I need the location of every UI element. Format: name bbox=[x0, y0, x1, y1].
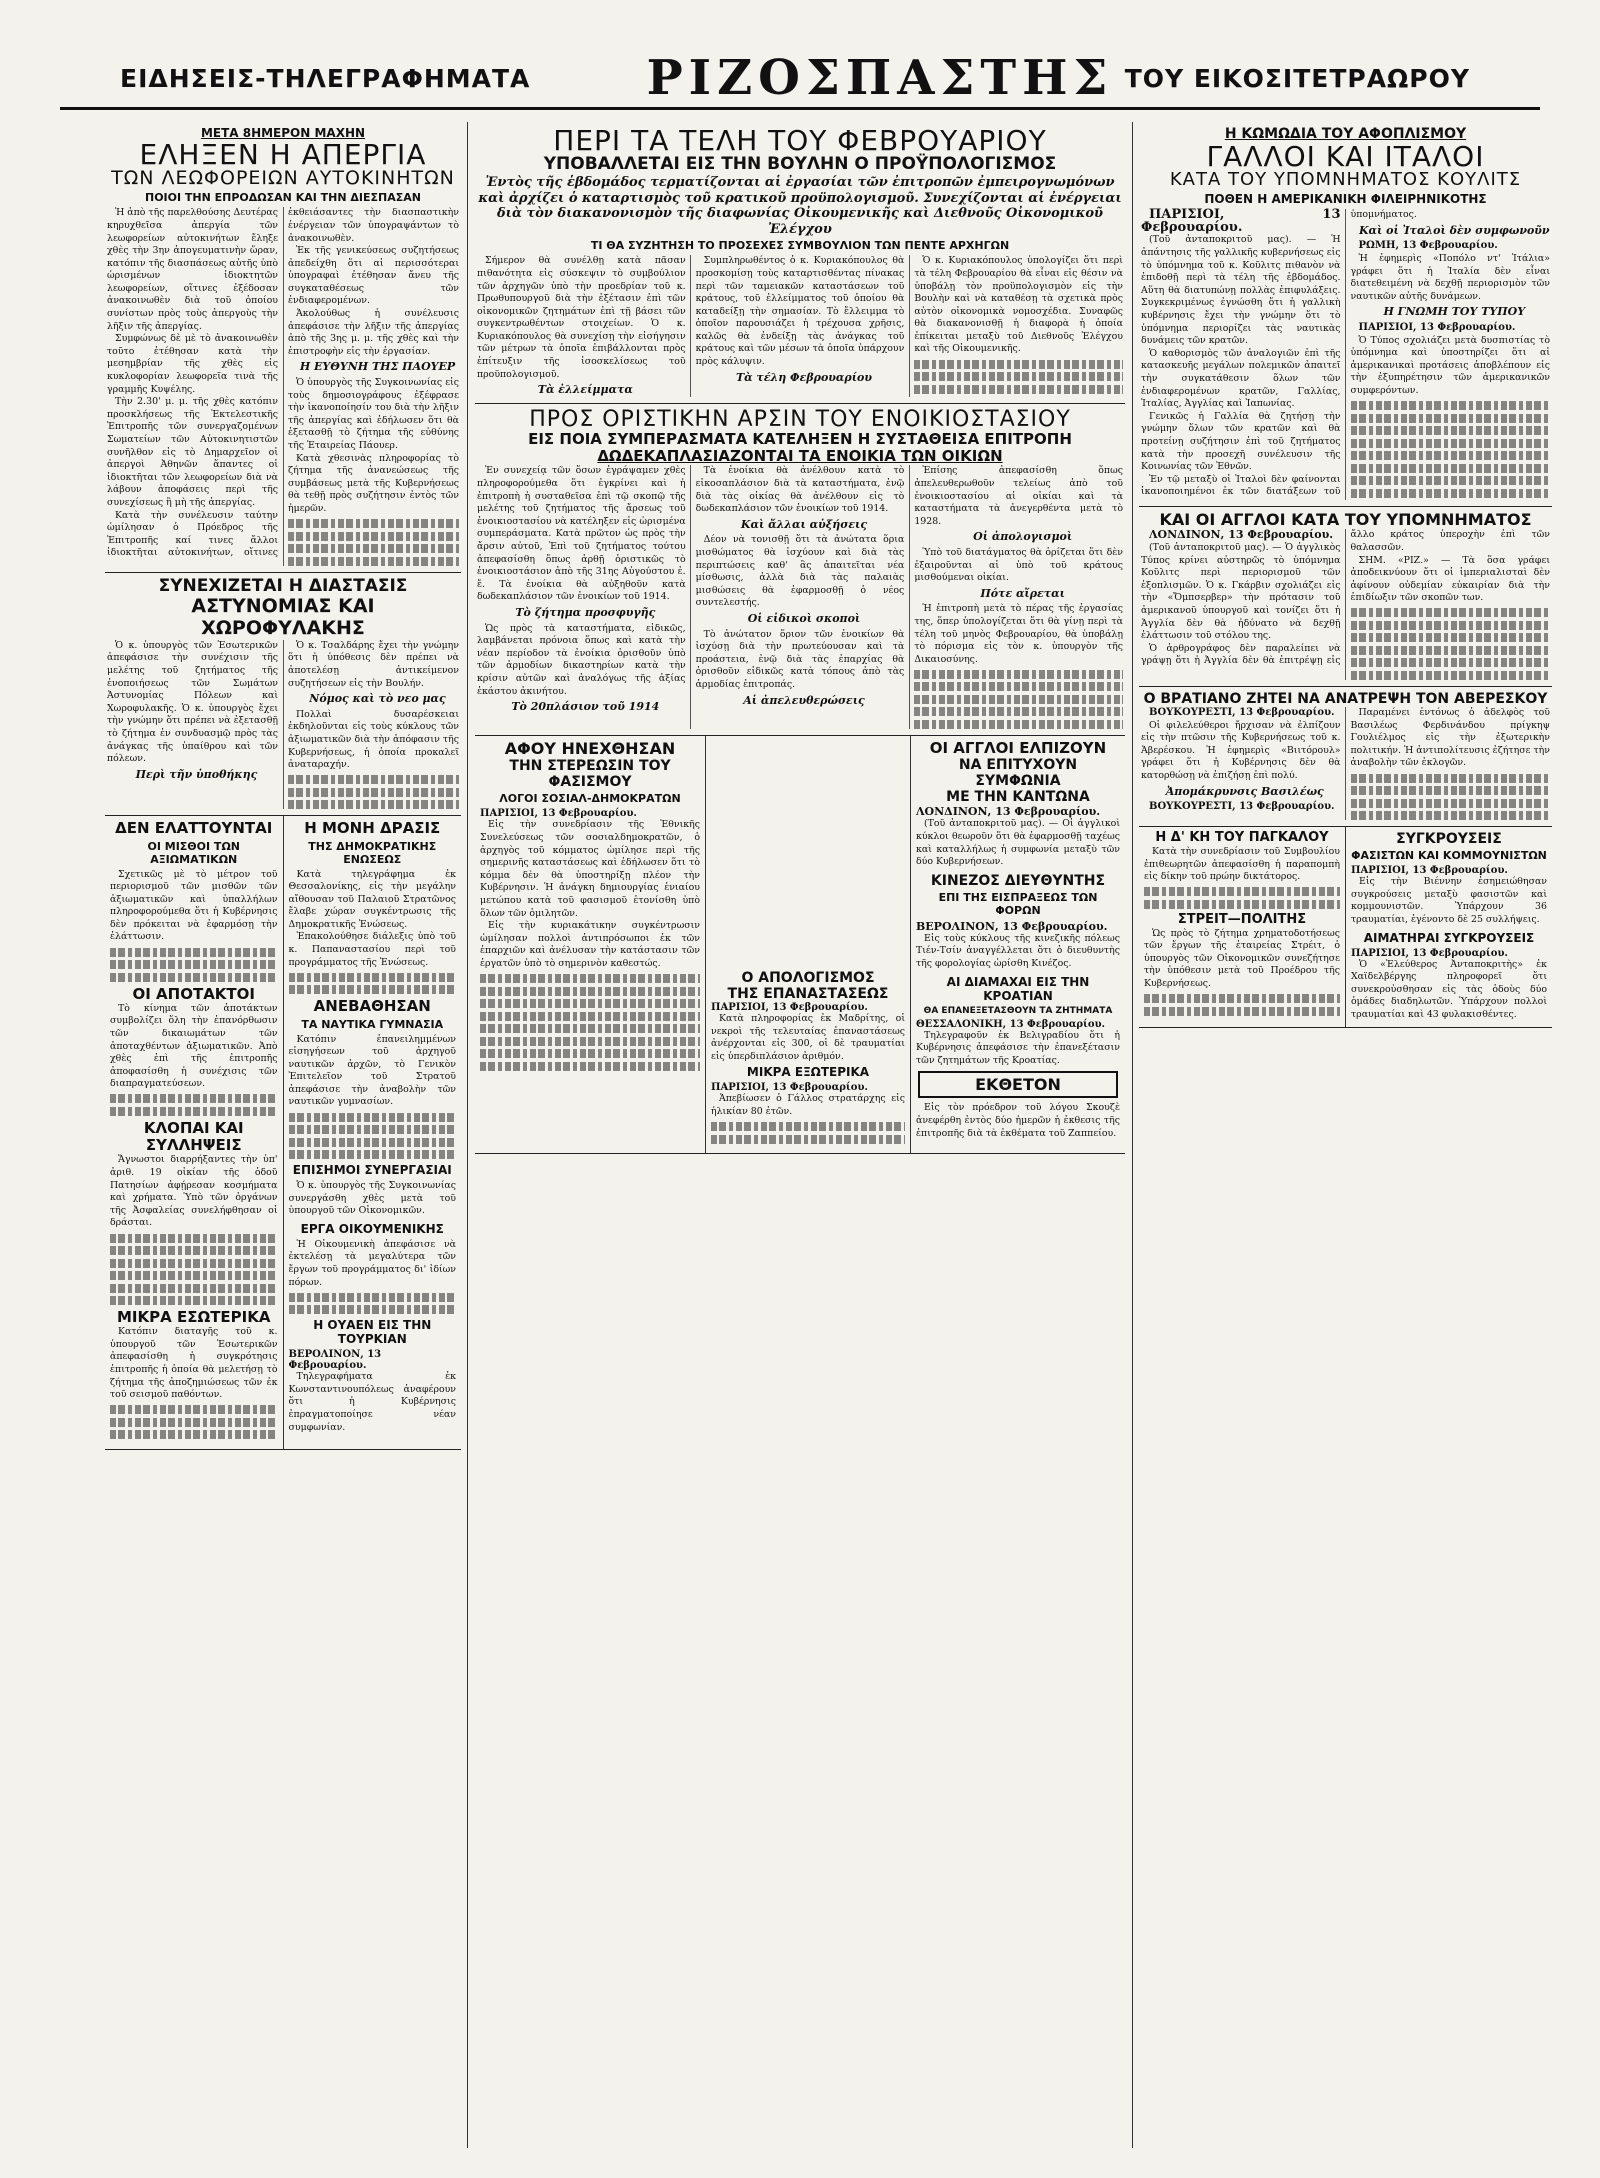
paragraph: Σήμερον θὰ συνέλθῃ κατὰ πᾶσαν πιθανότητα εἰς σύσκεψιν τὸ συμβούλιον τῶν ἀρχηγῶν ὑπὸ τὴν προεδρίαν τοῦ κ. Πρωθυπουργοῦ διὰ τὴν ἐξέτασιν ἐπὶ τῶν οἰκονομικῶν ζητημάτων ἐπὶ τῇ βάσει τῶν συγκεντρωθέντων στοιχείων. Ὁ κ. Κυριακόπουλος θὰ συνεχίσῃ τὴν εἰσήγησιν τῶν μέτρων τὰ ὁποῖα ἐπιβάλλονται πρὸς ἐπίτευξιν τῆς ἰσοσκελίσεως τοῦ προϋπολογισμοῦ. bbox=[477, 255, 686, 380]
article-body bbox=[1141, 529, 1550, 680]
paragraph: (Τοῦ ἀνταποκριτοῦ μας). — Οἱ ἀγγλικοὶ κύκλοι θεωροῦν ὅτι θὰ ἐφαρμοσθῇ ταχέως καὶ καταλλήλως ἡ συμφωνία μεταξὺ τῶν δύο Κυβερνήσεων. bbox=[916, 818, 1120, 868]
paragraph: Ἡ ἐπιτροπὴ μετὰ τὸ πέρας τῆς ἐργασίας της, ὅπερ ὑπολογίζεται ὅτι θὰ γίνῃ περὶ τὰ τέλη τοῦ μηνὸς Φεβρουαρίου, θὰ ὑποβάλῃ τὸ πόρισμα εἰς τὸν κ. ὑπουργὸν τῆς Δικαιοσύνης. bbox=[914, 603, 1123, 665]
paragraph: Ἐπίσης ἀπεφασίσθη ὅπως ἀπελευθερωθοῦν τελείως ἀπὸ τοῦ ἐνοικιοστασίου αἱ οἰκίαι καὶ τὰ καταστήματα τὰ ἀνεγερθέντα μετὰ τὸ 1928. bbox=[914, 465, 1123, 527]
article-headline: Η Δ' ΚΗ ΤΟΥ ΠΑΓΚΑΛΟΥ bbox=[1155, 830, 1329, 846]
paragraph: Κατὰ χθεσινὰς πληροφορίας τὸ ζήτημα τῆς ἀνανεώσεως τῆς συμβάσεως μετὰ τῆς Κυβερνήσεως θὰ τεθῇ πρὸς συζήτησιν ἐντὸς τῶν ἡμερῶν. bbox=[288, 452, 459, 514]
dateline: ΠΑΡΙΣΙΟΙ, 13 Φεβρουαρίου. bbox=[480, 808, 637, 820]
article-kicker: Η ΚΩΜΩΔΙΑ ΤΟΥ ΑΦΟΠΛΙΣΜΟΥ bbox=[1224, 126, 1467, 142]
paragraph: Ὁ κ. Κυριακόπουλος ὑπολογίζει ὅτι περὶ τὰ τέλη Φεβρουαρίου θὰ εἶναι εἰς θέσιν νὰ ὑποβάλῃ τὸν προϋπολογισμὸν εἰς τὴν Βουλὴν καὶ νὰ καταθέσῃ τὰ σχετικὰ πρὸς αὐτὸν οἰκονομικὰ νομοσχέδια. Συναφῶς θὰ διακανονισθῇ ἡ διαφορὰ ἡ ὁποία ἐπίκειται μεταξὺ τοῦ Διεθνοῦς Ἐλέγχου καὶ τῆς Οἰκουμενικῆς. bbox=[914, 255, 1123, 355]
article-subsubheadline: ΤΙ ΘΑ ΣΥΖΗΤΗΣΗ ΤΟ ΠΡΟΣΕΧΕΣ ΣΥΜΒΟΥΛΙΟΝ ΤΩΝ ΠΕΝΤΕ ΑΡΧΗΓΩΝ bbox=[590, 239, 1010, 253]
article-body bbox=[289, 1180, 457, 1218]
article-row-right-bottom bbox=[1139, 827, 1552, 1028]
paragraph: Κατόπιν ἐπανειλημμένων εἰσηγήσεων τοῦ ἀρχηγοῦ ναυτικῶν ἀρχῶν, τὸ Γενικὸν Ἐπιτελεῖον τοῦ Στρατοῦ ἀπεφάσισε τὴν ἀναβολὴν τῶν ναυτικῶν γυμνασίων. bbox=[288, 1033, 456, 1108]
ektheton-box bbox=[918, 1071, 1118, 1098]
article-kicker: ΜΕΤΑ 8ΗΜΕΡΟΝ ΜΑΧΗΝ bbox=[200, 126, 366, 140]
article-subheadline: ΠΟΙΟΙ ΤΗΝ ΕΠΡΟΔΩΣΑΝ ΚΑΙ ΤΗΝ ΔΙΕΣΠΑΣΑΝ bbox=[144, 191, 422, 205]
dateline: ΘΕΣΣΑΛΟΝΙΚΗ, 13 Φεβρουαρίου. bbox=[916, 1018, 1105, 1030]
paragraph: ΣΗΜ. «ΡΙΖ.» — Τὰ ὅσα γράφει ἀποδεικνύουν ὅτι οἱ ἱμπεριαλισταὶ δὲν ἀφίνουν οὐδεμίαν εὐκαιρίαν διὰ τὴν ἐπιδίωξιν τῶν σκοπῶν των. bbox=[1350, 554, 1550, 604]
article-subheadline: ΛΟΓΟΙ ΣΟΣΙΑΛ-ΔΗΜΟΚΡΑΤΩΝ bbox=[499, 792, 681, 806]
article-subheadline: ΦΑΣΙΣΤΩΝ ΚΑΙ ΚΟΜΜΟΥΝΙΣΤΩΝ bbox=[1351, 849, 1547, 863]
paragraph: Ὁ κ. ὑπουργὸς τῆς Συγκοινωνίας συνεργάσθη χθὲς μετὰ τοῦ ὑπουργοῦ τῶν Οἰκονομικῶν. bbox=[288, 1180, 456, 1217]
article-rent-control bbox=[475, 404, 1125, 736]
article-body bbox=[711, 1093, 905, 1143]
paragraph: Κατὰ τὴν συνεδρίασιν τοῦ Συμβουλίου ἐπιθεωρητῶν ἀπεφασίσθη ἡ παραπομπὴ εἰς δίκην τοῦ πρώην δικτάτορος. bbox=[1144, 845, 1340, 883]
article-body bbox=[1141, 707, 1550, 820]
section-heading: Οἱ ἀπολογισμοὶ bbox=[973, 530, 1073, 544]
paragraph: Συμπληρωθέντος ὁ κ. Κυριακόπουλος θὰ προσκομίσῃ τοὺς καταρτισθέντας πίνακας περὶ τῶν ταμειακῶν καταστάσεων τοῦ κράτους, τοῦ ἐλλείμματος τοῦ ὁποίου θὰ καταδείξῃ τὴν σημασίαν. Τὸ ἔλλειμμα τὸ ὁποῖον παρουσιάζει ἡ τρέχουσα χρῆσις, καλῶς θὰ ἐνδείξῃ τὰς ἀνάγκας τοῦ κράτους καὶ τῶν μέσων τὰ ὁποῖα ὑπάρχουν πρὸς κάλυψιν. bbox=[695, 255, 905, 368]
paragraph: Ἡ ἀπὸ τῆς παρελθούσης Δευτέρας κηρυχθεῖσα ἀπεργία τῶν λεωφορείων αὐτοκινήτων ἔληξε χθὲς τὴν 3ην ἀπογευματινὴν ὥραν, κατόπιν τῆς διασπάσεως αὐτῆς ὑπὸ ὡρισμένων ἰδιοκτητῶν λεωφορείων, οἵτινες ἐξέδοσαν ἀνακοινωθὲν διὰ τοῦ ὁποίου συνίστων πρὸς τοὺς ἀπεργοὺς τὴν λῆξιν τῆς ἀπεργίας. bbox=[107, 207, 278, 332]
article-body bbox=[110, 1154, 278, 1305]
paragraph: Εἰς τὸν πρόεδρον τοῦ λόγου Σκουζὲ ἀνεφέρθη ἐντὸς δύο ἡμερῶν ἡ ἐκθεσις τῆς ἐπιτροπῆς διὰ τὰ ἐκθέματα τοῦ Ζαππείου. bbox=[916, 1102, 1120, 1139]
paragraph: Σχετικῶς μὲ τὸ μέτρον τοῦ περιορισμοῦ τῶν μισθῶν τῶν ἀξιωματικῶν καὶ ὑπαλλήλων πληροφορούμεθα ὅτι ἡ Κυβέρνησις δὲν πρόκειται νὰ ἐφαρμόσῃ τὴν ἐλάττωσιν. bbox=[110, 868, 278, 943]
section-heading: Η ΕΥΘΥΝΗ ΤΗΣ ΠΑΟΥΕΡ bbox=[299, 360, 456, 374]
article-budget bbox=[475, 122, 1125, 404]
article-pangalos bbox=[1139, 827, 1345, 1027]
article-headline: ΑΦΟΥ ΗΝΕΧΘΗΣΑΝ bbox=[504, 738, 676, 758]
paragraph: Τηλεγραφοῦν ἐκ Βελιγραδίου ὅτι ἡ Κυβέρνησις ἀπεφάσισε τὴν ἐπανεξέτασιν τῶν ζητημάτων τῆς Κροατίας. bbox=[916, 1029, 1120, 1066]
article-headline: ΚΙΝΕΖΟΣ ΔΙΕΥΘΥΝΤΗΣ bbox=[930, 872, 1106, 889]
dateline: ΠΑΡΙΣΙΟΙ, 13 Φεβρουαρίου. bbox=[1351, 947, 1508, 959]
article-headline: ΕΡΓΑ ΟΙΚΟΥΜΕΝΙΚΗΣ bbox=[300, 1221, 444, 1236]
article-clashes bbox=[1345, 827, 1552, 1027]
article-body bbox=[289, 1371, 457, 1434]
article-headline: ΔΕΝ ΕΛΑΤΤΟΥΝΤΑΙ bbox=[115, 819, 273, 838]
paragraph: Κατὰ πληροφορίας ἐκ Μαδρίτης, οἱ νεκροὶ τῆς τελευταίας ἐπαναστάσεως ἀνέρχονται εἰς 300, οἱ δὲ τραυματίαι εἰς ὑπερδιπλάσιον ἀριθμόν. bbox=[711, 1013, 905, 1062]
dateline: ΠΑΡΙΣΙΟΙ, 13 Φεβρουαρίου. bbox=[1141, 207, 1341, 235]
article-row-bottom bbox=[475, 736, 1125, 1154]
paragraph: Ἀκολούθως ἡ συνέλευσις ἀπεφάσισε τὴν λῆξιν τῆς ἀπεργίας ἀπὸ τῆς 3ης μ. μ. τῆς χθὲς καὶ τὴν ἐπιστροφὴν εἰς τὴν ἐργασίαν. bbox=[288, 308, 459, 357]
article-headline-2: ΚΑΤΑ ΤΟΥ ΥΠΟΜΝΗΜΑΤΟΣ ΚΟΥΛΙΤΣ bbox=[1169, 169, 1522, 191]
article-police bbox=[105, 573, 461, 817]
section-heading: Πότε αἴρεται bbox=[980, 586, 1065, 600]
dateline: ΡΩΜΗ, 13 Φεβρουαρίου. bbox=[1358, 240, 1498, 252]
section-heading: Νόμος καὶ τὸ νεο μας bbox=[309, 692, 446, 706]
article-headline: ΑΙ ΔΙΑΜΑΧΑΙ ΕΙΣ ΤΗΝ ΚΡΟΑΤΙΑΝ bbox=[946, 974, 1090, 1003]
article-headline: Η ΜΟΝΗ ΔΡΑΣΙΣ bbox=[304, 819, 441, 838]
article-headline: ΑΝΕΒΑΘΗΣΑΝ bbox=[313, 997, 431, 1016]
paragraph: Εἰς τὴν Βιέννην ἐσημειώθησαν συγκρούσεις μεταξὺ φασιστῶν καὶ κομμουνιστῶν. Ὑπάρχουν 36 τραυματίαι, ἐγένοντο δὲ 25 συλλήψεις. bbox=[1351, 876, 1547, 925]
paragraph: Ἐπακολούθησε διάλεξις ὑπὸ τοῦ κ. Παπαναστασίου περὶ τοῦ προγράμματος τῆς Ἑνώσεως. bbox=[288, 931, 456, 968]
article-headline: ΚΑΙ ΟΙ ΑΓΓΛΟΙ ΚΑΤΑ ΤΟΥ ΥΠΟΜΝΗΜΑΤΟΣ bbox=[1159, 510, 1532, 530]
paragraph: Ἐκ τῆς γενικεύσεως συζητήσεως ἀπεδείχθη ὅτι αἱ περισσότεραι ὑπογραφαὶ ἐτέθησαν ἄνευ τῆς συγκαταθέσεως τῶν ἐνδιαφερομένων. bbox=[288, 245, 459, 307]
article-headline: Η ΟΥΑΕΝ ΕΙΣ ΤΗΝ ΤΟΥΡΚΙΑΝ bbox=[313, 1318, 432, 1347]
article-body bbox=[916, 1102, 1120, 1140]
article-disarmament bbox=[1139, 122, 1552, 507]
article-bratianu bbox=[1139, 687, 1552, 827]
article-fascism bbox=[475, 736, 705, 1153]
paragraph: Ἄγνωστοι διαρρήξαντες τὴν ὑπ' ἀριθ. 19 οἰκίαν τῆς ὁδοῦ Πατησίων ἀφῄρεσαν κοσμήματα καὶ χρήματα. Ὑπὸ τῶν ὀργάνων τῆς Ἀσφαλείας συνελήφθησαν οἱ δράσται. bbox=[110, 1154, 278, 1229]
paragraph: Ὁ «Ἐλεύθερος Ἀνταποκριτὴς» ἐκ Χαϊδελβέργης πληροφορεῖ ὅτι συνεκροὐσθησαν εἰς τὰς ὁδοὺς δύο ὁμάδες διαδηλωτῶν. Ὑπάρχουν πολλοὶ τραυματίαι καὶ 43 φυλακισθέντες. bbox=[1351, 958, 1547, 1020]
section-heading: Περὶ τῆν ὑποθήκης bbox=[135, 767, 258, 781]
dateline: ΛΟΝΔΙΝΟΝ, 13 Φεβρουαρίου. bbox=[916, 805, 1101, 819]
article-subheadline-2: ΔΩΔΕΚΑΠΛΑΣΙΑΖΟΝΤΑΙ ΤΑ ΕΝΟΙΚΙΑ ΤΩΝ ΟΙΚΙΩΝ bbox=[597, 447, 1003, 466]
masthead bbox=[60, 50, 1540, 110]
right-column bbox=[1132, 122, 1552, 2148]
article-body bbox=[916, 1030, 1120, 1068]
article-body bbox=[107, 207, 459, 565]
paragraph: Οἱ φιλελεύθεροι ἤρχισαν νὰ ἐλπίζουν εἰς τὴν πτῶσιν τῆς Κυβερνήσεως τοῦ κ. Ἀβερέσκου. Ἡ ἐφημερὶς «Βιιτόρουλ» γράφει ὅτι ἡ Κυβέρνησις δὲν θὰ κατορθώσῃ νὰ ἐπιζήσῃ ἐπὶ πολύ. bbox=[1141, 719, 1341, 782]
article-headline-2: ΤΗΝ ΣΤΕΡΕΩΣΙΝ ΤΟΥ ΦΑΣΙΣΜΟΥ bbox=[509, 758, 671, 791]
section-label-24h: ΤΟΥ ΕΙΚΟΣΙΤΕΤΡΑΩΡΟΥ bbox=[1124, 64, 1470, 93]
article-body bbox=[107, 640, 459, 809]
article-body bbox=[289, 869, 457, 995]
article-headline-2: ΤΗΣ ΕΠΑΝΑΣΤΑΣΕΩΣ bbox=[727, 985, 889, 1002]
section-heading: Οἱ εἰδικοὶ σκοποὶ bbox=[747, 611, 861, 625]
article-subheadline: ΕΙΣ ΠΟΙΑ ΣΥΜΠΕΡΑΣΜΑΤΑ ΚΑΤΕΛΗΞΕΝ Η ΣΥΣΤΑΘΕΙΣΑ ΕΠΙΤΡΟΠΗ bbox=[528, 429, 1072, 448]
paragraph: Τὴν 2.30' μ. μ. τῆς χθὲς κατόπιν προσκλήσεως τῆς Ἐκτελεστικῆς Ἐπιτροπῆς τῶν συνεργαζομένων Σωματείων τῶν Αὐτοκινητιστῶν συνῆλθον εἰς τὸ Δημαρχεῖον οἱ ἀπεργοὶ Ἀθηνῶν ἅπαντες οἱ ἰδιοκτῆται τῶν λεωφορείων διὰ νὰ λάβουν ἀποφάσεις περὶ τῆς συνεχίσεως ἢ μὴ τῆς ἀπεργίας. bbox=[107, 396, 278, 508]
article-english bbox=[910, 736, 1125, 1153]
paragraph: (Τοῦ ἀνταποκριτοῦ μας). — Ἡ ἀπάντησις τῆς γαλλικῆς κυβερνήσεως εἰς τὸ ὑπόμνημα τοῦ κ. Κοῦλιτς πιθανὸν νὰ ἐπιδοθῇ περὶ τὰ τέλη τῆς ἑβδομάδος. Αὕτη θὰ διατυπώνῃ πολλὰς ἐπιφυλάξεις. Συγκεκριμένως ἐγνώσθη ὅτι ἡ γαλλικὴ κυβέρνησις ἔχει τὴν γνώμην ὅτι τὸ ὑπόμνημα περιορίζει τὰς ναυτικὰς δυνάμεις τῶν κρατῶν. bbox=[1141, 234, 1341, 347]
paragraph: Ὁ Τύπος σχολιάζει μετὰ δυσπιστίας τὸ ὑπόμνημα καὶ ὑποστηρίζει ὅτι αἱ ἀμερικανικαὶ προτάσεις ἀποβλέπουν εἰς τὴν ἐξυπηρέτησιν τῶν ἀμερικανικῶν συμφερόντων. bbox=[1350, 334, 1550, 396]
section-heading: Τὸ ζήτημα προσφυγῆς bbox=[515, 605, 656, 619]
article-headline: ΣΥΓΚΡΟΥΣΕΙΣ bbox=[1396, 831, 1502, 848]
article-body bbox=[110, 869, 278, 982]
dateline: ΠΑΡΙΣΙΟΙ, 13 Φεβρουαρίου. bbox=[1351, 865, 1508, 877]
paragraph: Ὡς πρὸς τὰ καταστήματα, εἰδικῶς, λαμβάνεται πρόνοια ὅπως καὶ κατὰ τὴν νέαν περίοδον τὰ ἐνοίκια ὁρισθοῦν ὑπὸ τῶν ἀρμοδίων δικαστηρίων κατὰ τὴν κρίσιν αὐτῶν καὶ ἀναλόγως τῆς ἀξίας ἐκάστου ἀκινήτου. bbox=[477, 622, 686, 697]
section-heading: Η ΓΝΩΜΗ ΤΟΥ ΤΥΠΟΥ bbox=[1383, 305, 1526, 319]
paragraph: Ὑπὸ τοῦ διατάγματος θὰ ὁρίζεται ὅτι δὲν ἐξαιροῦνται αἱ ὑπὸ τοῦ κράτους μισθούμεναι οἰκίαι. bbox=[914, 547, 1123, 584]
dateline: ΒΟΥΚΟΥΡΕΣΤΙ, 13 Φεβρουαρίου. bbox=[1149, 707, 1335, 719]
section-heading: Καὶ οἱ Ἰταλοὶ δὲν συμφωνοῦν bbox=[1358, 223, 1550, 237]
article-subheadline: ΕΠΙ ΤΗΣ ΕΙΣΠΡΑΞΕΩΣ ΤΩΝ ΦΟΡΩΝ bbox=[938, 890, 1098, 917]
paragraph: Τὸ ἀνώτατον ὅριον τῶν ἐνοικίων θὰ ἰσχύσῃ διὰ τὴν πρωτεύουσαν καὶ τὰ προάστεια, ἐνῷ διὰ τὰς ἐπαρχίας θὰ ὁρισθοῦν εἰδικῶς κατὰ τόπους ἀπὸ τὰς ἁρμοδίας ἐπιτροπάς. bbox=[695, 628, 905, 690]
paragraph: Εἰς τὴν κυριακάτικην συγκέντρωσιν ὡμίλησαν πολλοὶ ἀντιπρόσωποι ἐκ τῶν ἐπαρχιῶν καὶ ἀνέλυσαν τὴν κατάστασιν τῶν ἐργατῶν ὑπὸ τὸ σημερινὸν καθεστώς. bbox=[480, 920, 700, 969]
paragraph: Ὡς πρὸς τὸ ζήτημα χρηματοδοτήσεως τῶν ἔργων τῆς ἐταιρείας Στρέιτ, ὁ ὑπουργὸς τῶν Οἰκονομικῶν συνεζήτησε τὴν ὑπόθεσιν μετὰ τοῦ Προέδρου τῆς Κυβερνήσεως. bbox=[1144, 927, 1340, 990]
article-subheadline: ΘΑ ΕΠΑΝΕΞΕΤΑΣΘΟΥΝ ΤΑ ΖΗΤΗΜΑΤΑ bbox=[923, 1005, 1113, 1016]
section-heading: Αἱ ἀπελευθερώσεις bbox=[743, 693, 865, 707]
article-headline: ΑΙΜΑΤΗΡΑΙ ΣΥΓΚΡΟΥΣΕΙΣ bbox=[1363, 930, 1535, 945]
dateline: ΒΟΥΚΟΥΡΕΣΤΙ, 13 Φεβρουαρίου. bbox=[1149, 801, 1335, 813]
paragraph: Εἰς τοὺς κύκλους τῆς κινεζικῆς πόλεως Τιέν-Τσίν ἀναγγέλλεται ὅτι ὁ διευθυντὴς τῆς φορολογίας ὡρίσθη Κινέζος. bbox=[916, 932, 1120, 970]
article-headline-2: ΑΣΤΥΝΟΜΙΑΣ ΚΑΙ ΧΩΡΟΦΥΛΑΚΗΣ bbox=[191, 595, 375, 639]
article-body bbox=[916, 818, 1120, 868]
article-body bbox=[1351, 876, 1547, 926]
section-heading: Ἀπομάκρυνσις Βασιλέως bbox=[1165, 784, 1324, 798]
article-subheadline: ΤΑ ΝΑΥΤΙΚΑ ΓΥΜΝΑΣΙΑ bbox=[301, 1017, 444, 1031]
paragraph: Ἡ Οἰκουμενικὴ ἀπεφάσισε νὰ ἐκτελέσῃ τὰ μεγαλύτερα τῶν ἔργων τοῦ προγράμματος δι' ἰδίων πόρων. bbox=[288, 1238, 456, 1288]
paragraph: Ἐν τῷ μεταξὺ οἱ Ἰταλοὶ δὲν φαίνονται ἱκανοποιημένοι ἐκ τῶν διατάξεων τοῦ ὑπομνήματος. bbox=[1141, 209, 1417, 498]
article-body bbox=[110, 1003, 278, 1116]
paragraph: Ὁ κ. Τσαλδάρης ἔχει τὴν γνώμην ὅτι ἡ ὑπόθεσις δὲν πρέπει νὰ ἀποτελέσῃ ἀντικείμενον συζητήσεων εἰς τὴν Βουλήν. bbox=[288, 639, 459, 689]
paragraph: Κατὰ τὴν συνέλευσιν ταύτην ὡμίλησαν ὁ Πρόεδρος τῆς Ἐπιτροπῆς καί τινες ἄλλοι ἰδιοκτῆται αὐτοκινήτων, οἵτινες ἐκθειάσαντες τὴν διασπαστικὴν ἐνέργειαν τῶν ὑπογραψάντων τὸ ἀνακοινωθὲν. bbox=[107, 207, 459, 559]
paragraph: Ἀπεβίωσεν ὁ Γάλλος στρατάρχης εἰς ἡλικίαν 80 ἐτῶν. bbox=[711, 1093, 905, 1117]
article-body bbox=[289, 1034, 457, 1160]
article-headline: ΕΠΙΣΗΜΟΙ ΣΥΝΕΡΓΑΣΙΑΙ bbox=[292, 1163, 452, 1178]
paragraph: (Τοῦ ἀνταποκριτοῦ μας). — Ὁ ἀγγλικὸς Τύπος κρίνει αὐστηρῶς τὸ ὑπόμνημα Κοῦλιτς περὶ περιορισμοῦ τῶν ἐξοπλισμῶν. Ὁ κ. Γκάρβιν σχολιάζει εἰς τὴν «Ὄμπσερβερ» τὴν πρότασιν τοῦ ἀμερικανοῦ ὑπουργοῦ καὶ τονίζει ὅτι ἡ Ἀγγλία δὲν θὰ ἠδύνατο νὰ δεχθῇ ἐλάττωσιν τοῦ στόλου της. bbox=[1141, 542, 1341, 642]
article-body bbox=[480, 819, 700, 1070]
paragraph: Γενικῶς ἡ Γαλλία θὰ ζητήσῃ τὴν γνώμην ὅλων τῶν κρατῶν καὶ θὰ προτείνῃ συζήτησιν ἐπὶ τοῦ ζητήματος κατὰ τὴν προσεχῆ συνέλευσιν τῆς Κοινωνίας τῶν Ἐθνῶν. bbox=[1141, 410, 1341, 473]
article-salaries bbox=[105, 816, 283, 1449]
section-heading: Καὶ ἄλλαι αὐξήσεις bbox=[740, 517, 868, 531]
paragraph: Ὁ ἀρθρογράφος δὲν παραλείπει νὰ γράψῃ ὅτι ἡ Ἀγγλία δὲν θὰ ἐπιτρέψῃ εἰς ἄλλο κράτος ὑπεροχὴν ἐπὶ τῶν θαλασσῶν. bbox=[1141, 529, 1550, 667]
dateline: ΠΑΡΙΣΙΟΙ, 13 Φεβρουαρίου. bbox=[711, 1082, 868, 1094]
dateline: ΠΑΡΙΣΙΟΙ, 13 Φεβρουαρίου. bbox=[1358, 322, 1516, 334]
article-body bbox=[110, 1326, 278, 1439]
paragraph: Ἡ ἐφημερὶς «Ποπόλο ντ' Ἰτάλια» γράφει ὅτι ἡ Ἰταλία δὲν εἶναι διατεθειμένη νὰ δεχθῇ περιορισμὸν τῶν ναυτικῶν αὐτῆς δυνάμεων. bbox=[1350, 253, 1550, 302]
paragraph: Ὁ ὑπουργὸς τῆς Συγκοινωνίας εἰς τοὺς δημοσιογράφους ἐξέφρασε τὴν ἱκανοποίησίν του διὰ τὴν λῆξιν τῆς ἀπεργίας καὶ ἐδήλωσεν ὅτι θὰ ἐξετασθῇ τὸ ζήτημα τῆς εὐθύνης τῆς Ἑταιρείας Πάουερ. bbox=[288, 377, 459, 452]
article-headline: ΟΙ ΑΓΓΛΟΙ ΕΛΠΙΖΟΥΝ bbox=[929, 738, 1107, 757]
paragraph: Ὁ κ. ὑπουργὸς τῶν Ἐσωτερικῶν ἀπεφάσισε τὴν συνέχισιν τῆς μελέτης τοῦ ζητήματος τῆς ἐνοποιήσεως τῶν Σωμάτων Ἀστυνομίας Πόλεων καὶ Χωροφυλακῆς. Ὁ κ. ὑπουργὸς ἔχει τὴν γνώμην ὅτι πρέπει νὰ ἐξετασθῇ τὸ ζήτημα ἐν συνδυασμῷ πρὸς τὰς ἀνάγκας τῆς ὑπαίθρου καὶ τῶν πόλεων. bbox=[107, 639, 278, 765]
article-body bbox=[289, 1239, 457, 1314]
section-heading: Τὰ ἐλλείμματα bbox=[537, 383, 633, 397]
article-body bbox=[1141, 209, 1550, 500]
article-body bbox=[711, 1013, 905, 1063]
paragraph: Παραμένει ἐντόνως ὁ ἀδελφὸς τοῦ Βασιλέως Φερδινάνδου πρίγκηψ Γουλιέλμος εἰς τὴν ἐξωτερικὴν πολιτικήν. Ἡ ἀντιπολίτευσις ἐζήτησε τὴν ἀναβολὴν τῶν ἐκλογῶν. bbox=[1350, 707, 1550, 769]
article-english-vs-memo bbox=[1139, 507, 1552, 687]
article-apologismos bbox=[705, 736, 910, 1153]
article-body bbox=[477, 465, 1123, 728]
article-headline: ΜΙΚΡΑ ΕΞΩΤΕΡΙΚΑ bbox=[746, 1065, 870, 1080]
article-headline-3: ΜΕ ΤΗΝ ΚΑΝΤΩΝΑ bbox=[946, 789, 1090, 806]
article-body bbox=[477, 255, 1123, 397]
article-headline: ΓΑΛΛΟΙ ΚΑΙ ΙΤΑΛΟΙ bbox=[1206, 140, 1485, 173]
article-headline: ΚΛΟΠΑΙ ΚΑΙ ΣΥΛΛΗΨΕΙΣ bbox=[143, 1118, 244, 1155]
article-body bbox=[916, 933, 1120, 971]
dateline: ΛΟΝΔΙΝΟΝ, 13 Φεβρουαρίου. bbox=[1149, 528, 1334, 542]
paragraph: Τηλεγραφήματα ἐκ Κωνσταντινουπόλεως ἀναφέρουν ὅτι ἡ Κυβέρνησις ἐπραγματοποίησε νέαν συμφωνίαν. bbox=[288, 1371, 456, 1433]
article-subheadline: ΟΙ ΜΙΣΘΟΙ ΤΩΝ ΑΞΙΩΜΑΤΙΚΩΝ bbox=[147, 839, 240, 866]
section-label-news: ΕΙΔΗΣΕΙΣ-ΤΗΛΕΓΡΑΦΗΜΑΤΑ bbox=[120, 64, 531, 93]
paragraph: Κατὰ τηλεγράφημα ἐκ Θεσσαλονίκης, εἰς τὴν μεγάλην αἴθουσαν τοῦ Παλαιοῦ Στρατῶνος ἔλαβε χώραν συγκέντρωσις τῆς Δημοκρατικῆς Ἑνώσεως. bbox=[288, 868, 456, 930]
article-body bbox=[1351, 959, 1547, 1022]
paragraph: Συμφώνως δὲ μὲ τὸ ἀνακοινωθὲν τοῦτο ἐτέθησαν κατὰ τὴν μεσημβρίαν τῆς χθὲς εἰς κυκλοφορίαν λεωφορεῖα τινὰ τῆς γραμμῆς Κυψέλης. bbox=[107, 333, 278, 395]
article-headline: ΕΛΗΞΕΝ Η ΑΠΕΡΓΙΑ bbox=[139, 138, 427, 171]
article-body bbox=[1144, 928, 1340, 1016]
dateline: ΒΕΡΟΛΙΝΟΝ, 13 Φεβρουαρίου. bbox=[916, 919, 1108, 933]
article-headline: ΣΥΝΕΧΙΖΕΤΑΙ Η ΔΙΑΣΤΑΣΙΣ bbox=[158, 575, 408, 596]
article-headline-2: ΝΑ ΕΠΙΤΥΧΟΥΝ ΣΥΜΦΩΝΙΑ bbox=[958, 757, 1078, 790]
article-headline: ΠΕΡΙ ΤΑ ΤΕΛΗ ΤΟΥ ΦΕΒΡΟΥΑΡΙΟΥ bbox=[553, 124, 1047, 157]
paragraph: Δέον νὰ τονισθῇ ὅτι τὰ ἀνώτατα ὅρια μισθώματος θὰ ἰσχύουν καὶ διὰ τὰς περιπτώσεις καθ' ἃς ἀπαιτεῖται νέα μίσθωσις, ἀλλὰ διὰ τὰς παλαιὰς μισθώσεις θὰ ἐφαρμοσθῇ ὁ νέος συντελεστής. bbox=[695, 534, 905, 609]
dateline: ΠΑΡΙΣΙΟΙ, 13 Φεβρουαρίου. bbox=[711, 1002, 868, 1014]
article-subheadline: ΠΟΘΕΝ Η ΑΜΕΡΙΚΑΝΙΚΗ ΦΙΛΕΙΡΗΝΙΚΟΤΗΣ bbox=[1204, 192, 1487, 207]
paragraph: Τὸ κίνημα τῶν ἀποτάκτων συμβολίζει ὅλη τὴν ἐπανόρθωσιν τῶν δικαιωμάτων τῶν ἀποταχθέντων ἀξιωματικῶν. Ἀπὸ χθὲς ἐπὶ τῆς ἐπιτροπῆς ἀποφασίσθη ἡ συνέχισις τῶν διαπραγματεύσεων. bbox=[110, 1002, 278, 1090]
article-democratic-union bbox=[283, 816, 462, 1449]
left-column bbox=[105, 122, 468, 2148]
article-row-salaries bbox=[105, 816, 461, 1450]
paragraph: Ὁ καθορισμὸς τῶν ἀναλογιῶν ἐπὶ τῆς κατασκευῆς μεγάλων πολεμικῶν ἀπαιτεῖ τὴν συγκατάθεσιν ὅλων τῶν ἐνδιαφερομένων κρατῶν, Γαλλίας, Ἰταλίας, Ἀγγλίας καὶ Ἰαπωνίας. bbox=[1141, 347, 1341, 410]
paragraph: Εἰς τὴν συνεδρίασιν τῆς Ἐθνικῆς Συνελεύσεως τῶν σοσιαλδημοκρατῶν, ὁ ἀρχηγὸς τοῦ κόμματος ὡμίλησε περὶ τῆς σημερινῆς καταστάσεως καὶ ἐδήλωσεν ὅτι τὸ κόμμα δὲν θὰ ὑποστηρίξῃ πλέον τὴν Κυβέρνησιν. Ἡ ἀνάγκη δημιουργίας ἑνιαίου μετώπου κατὰ τοῦ φασισμοῦ ἐτονίσθη ὑπὸ ὅλων τῶν ὁμιλητῶν. bbox=[480, 819, 700, 919]
article-headline: Ο ΒΡΑΤΙΑΝΟ ΖΗΤΕΙ ΝΑ ΑΝΑΤΡΕΨΗ ΤΟΝ ΑΒΕΡΕΣΚΟΥ bbox=[1143, 690, 1548, 707]
article-strike bbox=[105, 122, 461, 573]
paragraph: Πολλαὶ δυσαρέσκειαι ἐκδηλοῦνται εἰς τοὺς κύκλους τῶν ἀξιωματικῶν διὰ τὴν ἀπόφασιν τῆς Κυβερνήσεως, ἡ ὁποία προκαλεῖ ἀναταραχήν. bbox=[288, 708, 459, 771]
paragraph: Κατόπιν διαταγῆς τοῦ κ. ὑπουργοῦ τῶν Ἐσωτερικῶν ἀπεφασίσθη ἡ συγκρότησις ἐπιτροπῆς ἡ ὁποία θὰ μελετήσῃ τὸ ζήτημα τῆς ἀποζημιώσεως τῶν ἐκ τοῦ σεισμοῦ παθόντων. bbox=[110, 1326, 278, 1401]
article-headline-2: ΤΩΝ ΛΕΩΦΟΡΕΙΩΝ ΑΥΤΟΚΙΝΗΤΩΝ bbox=[111, 167, 455, 190]
article-headline: ΕΚΘΕΤΟΝ bbox=[975, 1075, 1061, 1095]
article-headline: ΜΙΚΡΑ ΕΣΩΤΕΡΙΚΑ bbox=[117, 1308, 271, 1327]
article-lead: Ἐντὸς τῆς ἑβδομάδος τερματίζονται αἱ ἐργασίαι τῶν ἐπιτροπῶν ἐμπειρογνωμόνων καὶ ἀρχίζει ὁ καταρτισμὸς τοῦ κρατικοῦ προϋπολογισμοῦ. Συνεχίζονται αἱ ἐνέργειαι διὰ τὸν διακανονισμὸν τῆς διαφωνίας Οἰκουμενικῆς καὶ Διεθνοῦς Οἰκονομικοῦ Ἐλέγχου bbox=[478, 174, 1122, 237]
article-headline: ΟΙ ΑΠΟΤΑΚΤΟΙ bbox=[132, 984, 255, 1003]
section-heading: Τὰ τέλη Φεβρουαρίου bbox=[735, 370, 872, 384]
article-subheadline: ΤΗΣ ΔΗΜΟΚΡΑΤΙΚΗΣ ΕΝΩΣΕΩΣ bbox=[308, 839, 437, 866]
paragraph: Ἐν συνεχείᾳ τῶν ὅσων ἐγράψαμεν χθὲς πληροφορούμεθα ὅτι ἐγκρίνει καὶ ἡ ἐπιτροπὴ ἡ συσταθεῖσα ἐπὶ τῷ σκοπῷ τῆς μελέτης τοῦ ζητήματος τῆς ἄρσεως τοῦ ἐνοικιοστασίου νὰ κατέληξεν εἰς ὡρισμένα συμπεράσματα. Κατὰ πρῶτον ὡς πρὸς τὴν ἄρσιν αὐτοῦ, Ἐπὶ τοῦ ζητήματος τούτου ἀπεφασίσθη ὅπως ἀρθῇ ὁριστικῶς τὸ ἐνοικιοστάσιον ἀπὸ τῆς 31ης Αὐγούστου ἐ. ἔ. Τὰ ἐνοίκια θὰ αὐξηθοῦν κατὰ δωδεκαπλάσιον τῶν ἐνοικίων τοῦ 1914. bbox=[477, 465, 686, 603]
article-subheadline: ΥΠΟΒΑΛΛΕΤΑΙ ΕΙΣ ΤΗΝ ΒΟΥΛΗΝ Ο ΠΡΟΫΠΟΛΟΓΙΣΜΟΣ bbox=[543, 154, 1057, 175]
section-heading: Τὸ 20πλάσιον τοῦ 1914 bbox=[511, 700, 660, 714]
dateline: ΒΕΡΟΛΙΝΟΝ, 13 Φεβρουαρίου. bbox=[288, 1349, 382, 1372]
newspaper-title: ΡΙΖΟΣΠΑΣΤΗΣ bbox=[646, 50, 1114, 106]
article-headline: ΣΤΡΕΙΤ—ΠΟΛΙΤΗΣ bbox=[1177, 911, 1307, 927]
article-headline: Ο ΑΠΟΛΟΓΙΣΜΟΣ bbox=[741, 969, 875, 986]
article-body bbox=[1144, 846, 1340, 909]
paragraph: Τὰ ἐνοίκια θὰ ἀνέλθουν κατὰ τὸ εἰκοσαπλάσιον διὰ τὰ καταστήματα, ἐνῷ διὰ τὰς οἰκίας θὰ ἀνέλθουν εἰς τὸ δωδεκαπλάσιον τῶν ἐνοικίων τοῦ 1914. bbox=[695, 465, 905, 515]
article-headline: ΠΡΟΣ ΟΡΙΣΤΙΚΗΝ ΑΡΣΙΝ ΤΟΥ ΕΝΟΙΚΙΟΣΤΑΣΙΟΥ bbox=[529, 406, 1071, 432]
center-column bbox=[475, 122, 1125, 2148]
